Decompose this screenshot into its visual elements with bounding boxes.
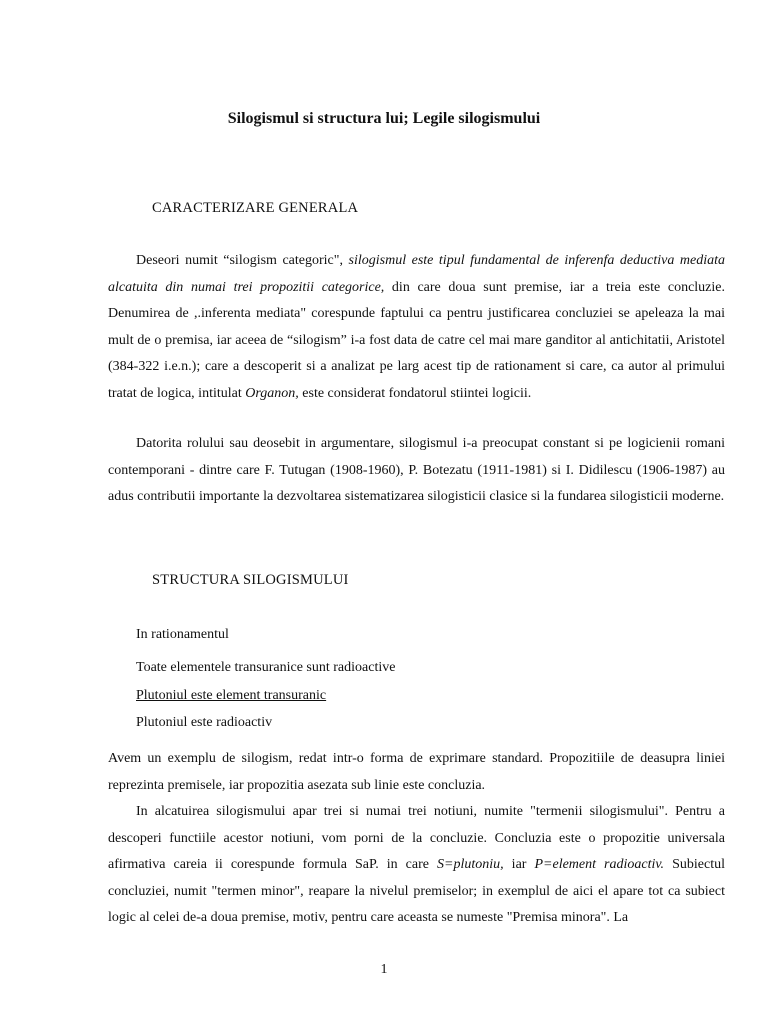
italic-p-term: P=element radioactiv. bbox=[534, 857, 665, 872]
paragraph-example: Avem un exemplu de silogism, redat intr-o forma de exprimare standard. Propozitiile de deasupra liniei reprezinta premisele, iar propozitia asezata sub linie este concluzia. bbox=[108, 751, 725, 793]
paragraph-romanian-logicians: Datorita rolului sau deosebit in argumentare, silogismul i-a preocupat constant si pe logicienii romani contemporani - dintre care F. Tutugan (1908-1960), P. Botezatu (1911-1981) si I. Didilescu (1906-1987) au adus contributii importante la dezvoltarea sistematizarea silogisticii clasice si la fundarea silogisticii moderne. bbox=[108, 436, 725, 504]
section-heading-structure: STRUCTURA SILOGISMULUI bbox=[152, 572, 349, 588]
paragraph-terms bbox=[108, 799, 725, 932]
syllogism-conclusion: Plutoniul este radioactiv bbox=[136, 715, 273, 730]
text-span: In alcatuirea silogismului apar trei si numai trei notiuni, numite "termenii silogismului". Pentru a descoperi functiile acestor notiuni, vom porni de la concluzie. Concluzia este o propozitie universala afirmativa careia ii corespunde formula SaP. in care bbox=[108, 804, 725, 872]
text-span: este considerat fondatorul stiintei logicii. bbox=[298, 385, 532, 401]
page-number: 1 bbox=[380, 962, 388, 977]
syllogism-premise-minor: Plutoniul este element transuranic bbox=[136, 688, 327, 703]
text-span: Subiectul concluziei, numit "termen minor", reapare la nivelul premiselor; in exemplul de aici el apare tot ca subiect logic al celei de-a doua premise, motiv, pentru care aceasta se numeste "Premisa minora". La bbox=[108, 857, 725, 925]
paragraph-definition bbox=[108, 248, 725, 407]
text-span: iar bbox=[503, 857, 535, 872]
syllogism-premise-major: Toate elementele transuranice sunt radioactive bbox=[136, 660, 396, 675]
italic-s-term: S=plutoniu, bbox=[437, 857, 504, 872]
document-title: Silogismul si structura lui; Legile silogismului bbox=[227, 110, 541, 127]
text-span: Deseori numit “silogism categoric", bbox=[136, 253, 349, 268]
text-span: din care doua sunt premise, iar a treia este concluzie. Denumirea de ,.inferenta mediata" corespunde faptului ca pentru justificarea concluziei se apeleaza la mai mult de o premisa, iar aceea de “silogism” i-a fost data de catre cel mai mare ganditor al antichitatii, Aristotel (384-322 i.e.n.); care a descoperit si a analizat pe larg acest tip de rationament si care, ca autor al primului tratat de logica, intitulat bbox=[108, 279, 725, 401]
syllogism-intro: In rationamentul bbox=[136, 627, 229, 642]
italic-definition: silogismul este tipul fundamental de inferenfa deductiva mediata alcatuita din numai trei propozitii categorice, bbox=[108, 253, 725, 295]
italic-organon: Organon, bbox=[245, 385, 299, 401]
section-heading-general: CARACTERIZARE GENERALA bbox=[152, 200, 359, 216]
